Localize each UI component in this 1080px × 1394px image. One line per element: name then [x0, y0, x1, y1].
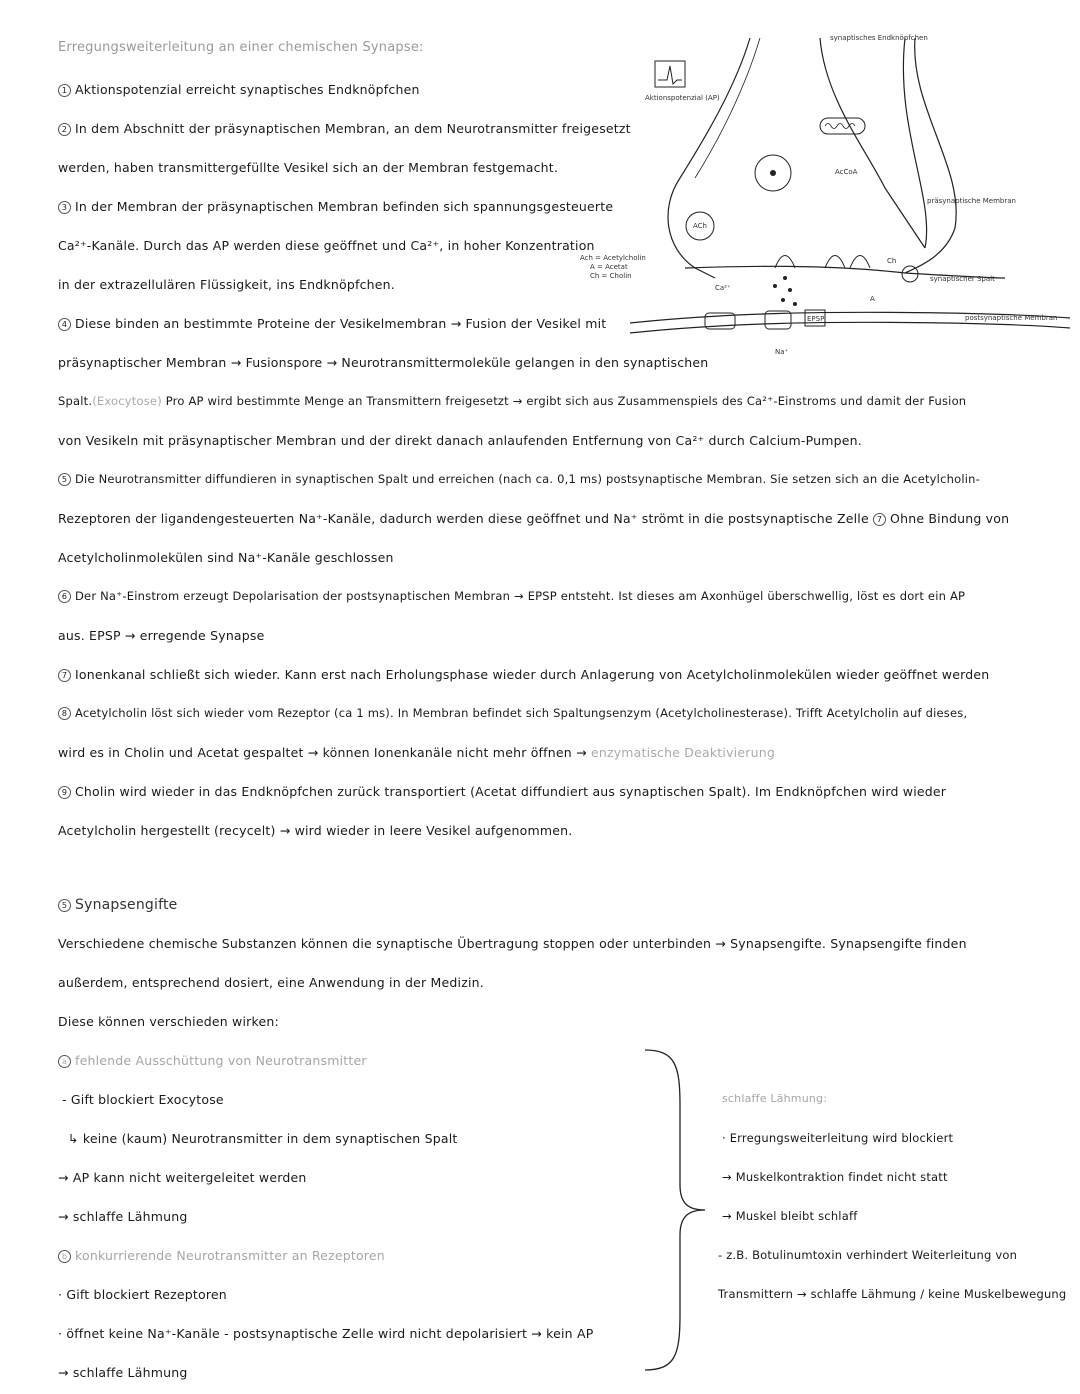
poison-type-a — [58, 1053, 367, 1068]
action-potential-curve — [658, 66, 682, 84]
step-5-text-b — [58, 511, 1009, 526]
step-9-text-a: Cholin wird wieder in das Endknöpfchen zurück transportiert (Acetat diffundiert aus synaptischen Spalt). Im Endknöpfchen wird wieder — [75, 784, 947, 799]
step-number-9: 9 — [58, 786, 71, 799]
poison-type-b-marker: b — [58, 1250, 71, 1263]
poison-type-b-title: konkurrierende Neurotransmitter an Rezeptoren — [75, 1248, 385, 1263]
step-4-spalt: Spalt. — [58, 394, 93, 408]
poison-type-b — [58, 1248, 385, 1263]
step-4-text-a: Diese binden an bestimmte Proteine der Vesikelmembran → Fusion der Vesikel mit — [75, 316, 607, 331]
step-2-text-b: werden, haben transmittergefüllte Vesikel sich an der Membran festgemacht. — [58, 160, 559, 175]
legend-ch: Ch = Cholin — [590, 272, 632, 280]
label-ca: Ca²⁺ — [715, 284, 731, 292]
step-1 — [58, 82, 420, 97]
step-6-text-b: aus. EPSP → erregende Synapse — [58, 628, 265, 643]
poison-b-line-2: · öffnet keine Na⁺-Kanäle - postsynaptische Zelle wird nicht depolarisiert → kein AP — [58, 1326, 594, 1341]
section-text-1: Verschiedene chemische Substanzen können die synaptische Übertragung stoppen oder unterbinden → Synapsengifte. Synapsengifte finden — [58, 936, 967, 951]
step-number-4: 4 — [58, 318, 71, 331]
synapse-diagram — [580, 28, 1075, 373]
step-7 — [58, 667, 989, 682]
step-number-2: 2 — [58, 123, 71, 136]
step-7-text: Ionenkanal schließt sich wieder. Kann erst nach Erholungsphase wieder durch Anlagerung von Acetylcholinmolekülen wieder geöffnet werden — [75, 667, 990, 682]
step-8 — [58, 706, 967, 720]
step-6 — [58, 589, 965, 603]
step-5-text-a: Die Neurotransmitter diffundieren in synaptischen Spalt und erreichen (nach ca. 0,1 ms) postsynaptische Membran. Sie setzen sich an die Acetylcholin- — [75, 472, 980, 486]
step-9 — [58, 784, 946, 799]
axon-outline-inner — [820, 38, 925, 248]
legend-ach: Ach = Acetylcholin — [580, 254, 646, 262]
summary-line-2: → Muskelkontraktion findet nicht statt — [722, 1170, 948, 1184]
step-4-text-c-rest: Pro AP wird bestimmte Menge an Transmittern freigesetzt → ergibt sich aus Zusammenspiels des Ca²⁺-Einstroms und damit der Fusion — [165, 394, 967, 408]
poison-type-a-title: fehlende Ausschüttung von Neurotransmitter — [75, 1053, 367, 1068]
poison-b-line-3: → schlaffe Lähmung — [58, 1365, 188, 1380]
label-acoa: AcCoA — [835, 168, 858, 176]
label-ach: ACh — [693, 222, 707, 230]
section-text-3: Diese können verschieden wirken: — [58, 1014, 279, 1029]
step-number-8: 8 — [58, 707, 71, 720]
step-8-text-b — [58, 745, 775, 760]
step-2-text-a: In dem Abschnitt der präsynaptischen Membran, an dem Neurotransmitter freigesetzt — [75, 121, 631, 136]
step-5 — [58, 472, 980, 486]
poison-a-line-4: → schlaffe Lähmung — [58, 1209, 188, 1224]
label-postsynaptische-membran: postsynaptische Membran — [965, 314, 1058, 322]
step-6-text-a: Der Na⁺-Einstrom erzeugt Depolarisation der postsynaptischen Membran → EPSP entsteht. Ist dieses am Axonhügel überschwellig, löst es dort ein AP — [75, 589, 966, 603]
section-synapsengifte — [58, 897, 177, 913]
summary-title: schlaffe Lähmung: — [722, 1092, 828, 1105]
summary-line-4: - z.B. Botulinumtoxin verhindert Weiterleitung von — [718, 1248, 1018, 1262]
poison-b-line-1: · Gift blockiert Rezeptoren — [58, 1287, 227, 1302]
step-3-text-c: in der extrazellulären Flüssigkeit, ins Endknöpfchen. — [58, 277, 395, 292]
step-4-text-b: präsynaptischer Membran → Fusionspore → Neurotransmittermoleküle gelangen in den synaptischen — [58, 355, 709, 370]
step-number-7: 7 — [58, 669, 71, 682]
enzymatic-deactivation-note: enzymatische Deaktivierung — [590, 745, 775, 760]
step-3-text-a: In der Membran der präsynaptischen Membran befinden sich spannungsgesteuerte — [75, 199, 614, 214]
curly-brace — [640, 1045, 710, 1375]
label-a: A — [870, 295, 875, 303]
step-2 — [58, 121, 631, 136]
step-8-text-a: Acetylcholin löst sich wieder vom Rezeptor (ca 1 ms). In Membran befindet sich Spaltungsenzym (Acetylcholinesterase). Trifft Acetylcholin auf dieses, — [75, 706, 968, 720]
axon-outline-right — [905, 38, 956, 273]
step-5-text-b-rest: Ohne Bindung von — [890, 511, 1010, 526]
step-3 — [58, 199, 613, 214]
label-ch-1: Ch — [887, 257, 897, 265]
section-text-2: außerdem, entsprechend dosiert, eine Anwendung in der Medizin. — [58, 975, 484, 990]
transmitter-dots — [773, 276, 797, 306]
step-1-text: Aktionspotenzial erreicht synaptisches Endknöpfchen — [75, 82, 420, 97]
legend-a: A = Acetat — [590, 263, 628, 271]
step-number-5: 5 — [58, 473, 71, 486]
step-4-text-c — [58, 394, 966, 408]
poison-a-line-1: - Gift blockiert Exocytose — [62, 1092, 224, 1107]
poison-type-a-marker: a — [58, 1055, 71, 1068]
summary-line-5: Transmittern → schlaffe Lähmung / keine Muskelbewegung — [718, 1287, 1067, 1301]
exocytose-note: (Exocytose) — [92, 394, 162, 408]
label-synaptischer-spalt: synaptischer Spalt — [930, 275, 995, 283]
axon-outline-left — [668, 38, 750, 278]
section-heading: Synapsengifte — [75, 897, 178, 913]
summary-line-3: → Muskel bleibt schlaff — [722, 1209, 858, 1223]
label-epsp: EPSP — [807, 315, 825, 323]
step-5-text-c: Acetylcholinmolekülen sind Na⁺-Kanäle geschlossen — [58, 550, 394, 565]
summary-line-1: · Erregungsweiterleitung wird blockiert — [722, 1131, 954, 1145]
poison-a-line-2: ↳ keine (kaum) Neurotransmitter in dem synaptischen Spalt — [68, 1131, 458, 1146]
label-praesynaptische-membran: präsynaptische Membran — [927, 197, 1016, 205]
step-number-1: 1 — [58, 84, 71, 97]
page-title: Erregungsweiterleitung an einer chemischen Synapse: — [58, 40, 424, 55]
step-9-text-b: Acetylcholin hergestellt (recycelt) → wird wieder in leere Vesikel aufgenommen. — [58, 823, 573, 838]
step-8-text-b-main: wird es in Cholin und Acetat gespaltet → können Ionenkanäle nicht mehr öffnen → — [58, 745, 587, 760]
action-potential-box — [655, 61, 685, 87]
label-aktionspotenzial: Aktionspotenzial (AP) — [645, 94, 720, 102]
step-number-3: 3 — [58, 201, 71, 214]
step-4 — [58, 316, 606, 331]
step-4-text-d: von Vesikeln mit präsynaptischer Membran und der direkt danach anlaufenden Entfernung von Ca²⁺ durch Calcium-Pumpen. — [58, 433, 862, 448]
label-synaptisches-endknoepfchen: synaptisches Endknöpfchen — [830, 34, 928, 42]
poison-a-line-3: → AP kann nicht weitergeleitet werden — [58, 1170, 307, 1185]
step-number-6: 6 — [58, 590, 71, 603]
label-na: Na⁺ — [775, 348, 789, 356]
step-3-text-b: Ca²⁺-Kanäle. Durch das AP werden diese geöffnet und Ca²⁺, in hoher Konzentration — [58, 238, 595, 253]
step-5-text-b-main: Rezeptoren der ligandengesteuerten Na⁺-Kanäle, dadurch werden diese geöffnet und Na⁺ strömt in die postsynaptische Zelle — [58, 511, 869, 526]
mitochondrion — [820, 118, 865, 134]
section-number-5: 5 — [58, 899, 71, 912]
step-number-7-inline: 7 — [873, 513, 886, 526]
